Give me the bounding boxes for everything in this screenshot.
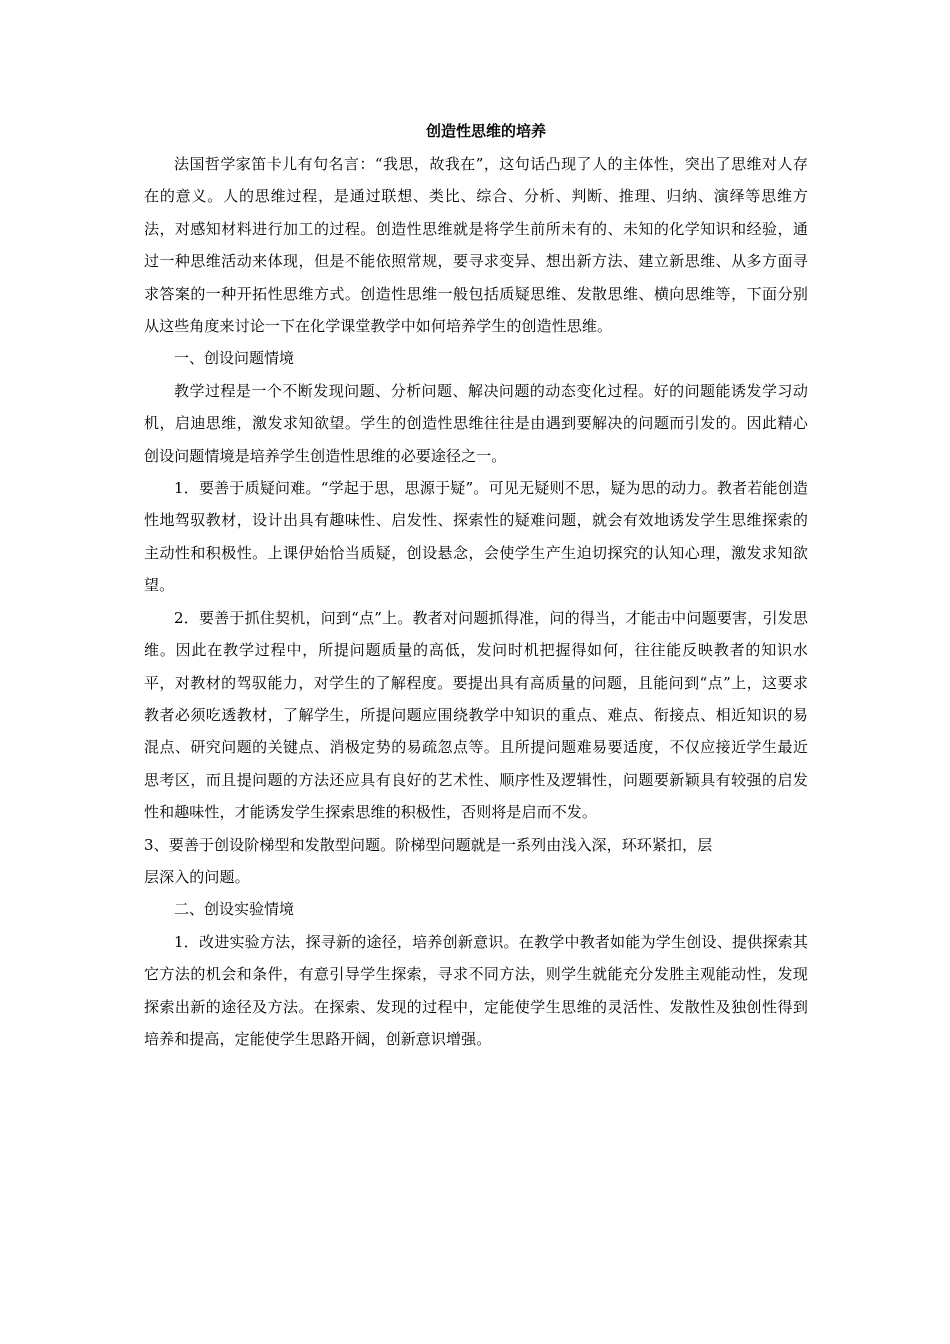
paragraph-point-3-continued: 层深入的问题。 (144, 867, 250, 886)
document-title: 创造性思维的培养 (425, 122, 546, 140)
paragraph-point-1: 1．要善于质疑问难。“学起于思，思源于疑”。可见无疑则不思，疑为思的动力。教者若能创造性地驾驭教材，设计出具有趣味性、启发性、探索性的疑难问题，就会有效地诱发学生思维探索的主动性和积极性。上课伊始恰当质疑，创设悬念，会使学生产生迫切探究的认知心理，激发求知欲望。 (144, 479, 808, 595)
paragraph-section2-point-1: 1．改进实验方法，探寻新的途径，培养创新意识。在教学中教者如能为学生创设、提供探索其它方法的机会和条件，有意引导学生探索，寻求不同方法，则学生就能充分发胜主观能动性，发现探索出新的途径及方法。在探索、发现的过程中，定能使学生思维的灵活性、发散性及独创性得到培养和提高，定能使学生思路开阔，创新意识增强。 (144, 932, 808, 1048)
paragraph-point-3: 3、要善于创设阶梯型和发散型问题。阶梯型问题就是一系列由浅入深，环环紧扣，层 (144, 835, 713, 854)
paragraph-intro: 法国哲学家笛卡儿有句名言：“我思，故我在”，这句话凸现了人的主体性，突出了思维对人存在的意义。人的思维过程，是通过联想、类比、综合、分析、判断、推理、归纳、演绎等思维方法，对感知材料进行加工的过程。创造性思维就是将学生前所未有的、未知的化学知识和经验，通过一种思维活动来体现，但是不能依照常规，要寻求变异、想出新方法、建立新思维、从多方面寻求答案的一种开拓性思维方式。创造性思维一般包括质疑思维、发散思维、横向思维等，下面分别从这些角度来讨论一下在化学课堂教学中如何培养学生的创造性思维。 (144, 155, 808, 336)
section-heading-1: 一、创设问题情境 (174, 349, 295, 368)
paragraph-point-2: 2．要善于抓住契机，问到“点”上。教者对问题抓得准，问的得当，才能击中问题要害，引发思维。因此在教学过程中，所提问题质量的高低，发问时机把握得如何，往往能反映教者的知识水平，对教材的驾驭能力，对学生的了解程度。要提出具有高质量的问题，且能问到“点”上，这要求教者必须吃透教材，了解学生，所提问题应围绕教学中知识的重点、难点、衔接点、相近知识的易混点、研究问题的关键点、消极定势的易疏忽点等。且所提问题难易要适度，不仅应接近学生最近思考区，而且提问题的方法还应具有良好的艺术性、顺序性及逻辑性，问题要新颖具有较强的启发性和趣味性，才能诱发学生探索思维的积极性，否则将是启而不发。 (144, 608, 808, 822)
section-heading-2: 二、创设实验情境 (174, 900, 295, 919)
document-page (144, 118, 808, 1055)
paragraph-section1-intro: 教学过程是一个不断发现问题、分析问题、解决问题的动态变化过程。好的问题能诱发学习动机，启迪思维，激发求知欲望。学生的创造性思维往往是由遇到要解决的问题而引发的。因此精心创设问题情境是培养学生创造性思维的必要途径之一。 (144, 381, 808, 465)
